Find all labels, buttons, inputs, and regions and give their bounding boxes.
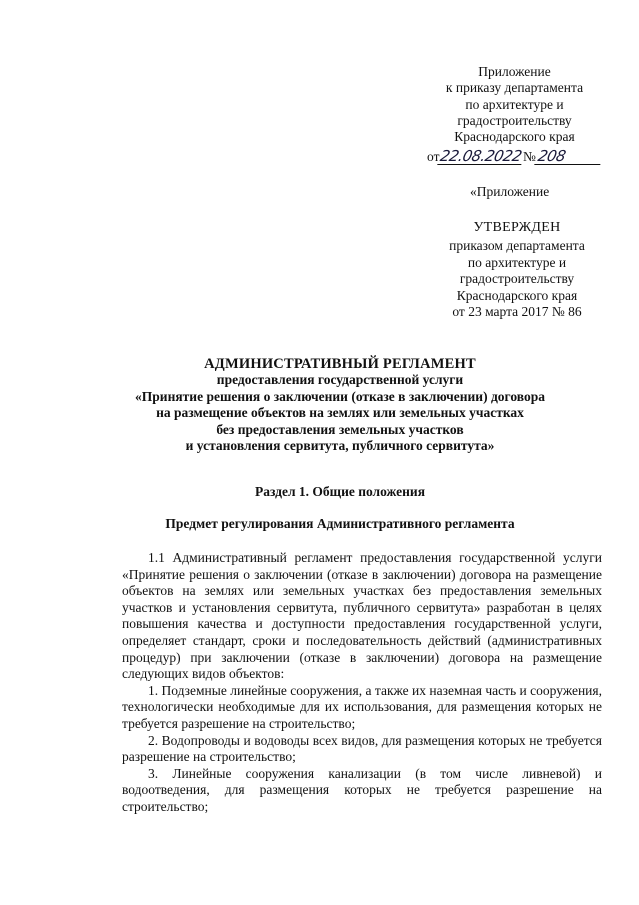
document-title-line: «Принятие решения о заключении (отказе в заключении) договора — [135, 388, 545, 404]
paragraph: 2. Водопроводы и водоводы всех видов, для размещения которых не требуется разрешение на строительство; — [122, 732, 602, 765]
approved-line: приказом департамента — [449, 238, 585, 254]
order-number-sign: № — [523, 149, 536, 165]
annex-stamp-line: Приложение — [478, 64, 551, 79]
section-heading: Раздел 1. Общие положения — [254, 484, 426, 499]
document-title-line: на размещение объектов на землях или земельных участках — [156, 405, 524, 421]
approved-line: Краснодарского края — [456, 287, 578, 303]
regulation-body — [122, 550, 602, 816]
approved-block — [432, 220, 602, 320]
document-title-main: АДМИНИСТРАТИВНЫЙ РЕГЛАМЕНТ — [204, 356, 476, 372]
document-title-line: и установления сервитута, публичного сервитута» — [185, 438, 495, 454]
document-title-line: без предоставления земельных участков — [216, 421, 464, 437]
paragraph: 3. Линейные сооружения канализации (в том числе ливневой) и водоотведения, для размещения которых не требуется разрешение на строительство; — [122, 765, 602, 814]
order-prefix: от — [427, 149, 440, 165]
annex-stamp-line: Краснодарского края — [454, 129, 575, 145]
approved-line: от 23 марта 2017 № 86 — [452, 304, 582, 320]
paragraph: 1.1 Административный регламент предоставления государственной услуги «Принятие решения о заключении (отказе в заключении) договора на размещение объектов на землях или земельных участках без предоставления земельных участков и установления сервитута, публичного сервитута» разработан в целях повышения качества и доступности предоставления государственной услуги, определяет стандарт, сроки и последовательность действий (административных процедур) при заключении (отказе в заключении) договора на размещение следующих видов объектов: — [122, 550, 602, 682]
document-title-line: предоставления государственной услуги — [216, 372, 464, 388]
document-title — [100, 356, 580, 454]
annex-stamp-line: к приказу департамента — [445, 80, 584, 96]
approved-line: по архитектуре и — [467, 254, 567, 270]
subject-heading: Предмет регулирования Административного регламента — [165, 516, 515, 531]
order-reference — [427, 145, 602, 165]
annex-stamp-line: градостроительству — [457, 112, 572, 128]
handwritten-order-date: 22.08.2022 — [439, 147, 524, 166]
annex-stamp-line: по архитектуре и — [465, 96, 564, 112]
paragraph: 1. Подземные линейные сооружения, а также их наземная часть и сооружения, технологически необходимые для их использования, для размещения которых не требуется разрешение на строительство; — [122, 682, 602, 731]
approved-heading: УТВЕРЖДЕН — [473, 220, 561, 235]
approved-line: градостроительству — [459, 271, 575, 287]
quoted-annex-label: «Приложение — [470, 184, 550, 199]
annex-stamp — [427, 64, 602, 165]
handwritten-order-number: 208 — [534, 148, 604, 165]
